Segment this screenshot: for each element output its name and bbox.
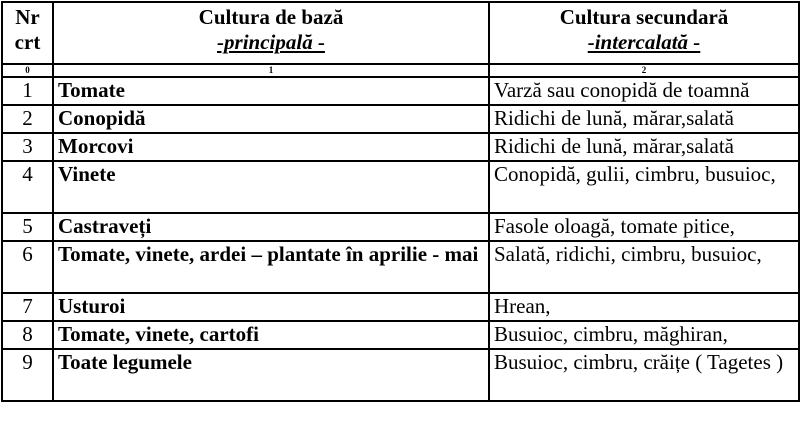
crop-table	[1, 1, 800, 402]
secondary-crop: Busuioc, cimbru, crăițe ( Tagetes )	[489, 349, 799, 401]
secondary-crop: Salată, ridichi, cimbru, busuioc,	[489, 241, 799, 293]
column-number: 1	[53, 64, 489, 77]
header-base-sub: -principală -	[217, 30, 325, 54]
table-row	[2, 293, 799, 321]
row-number: 5	[2, 213, 53, 241]
row-number: 4	[2, 161, 53, 213]
base-crop: Morcovi	[53, 133, 489, 161]
base-crop: Vinete	[53, 161, 489, 213]
header-nr-line1: Nr	[15, 5, 40, 29]
table-row	[2, 105, 799, 133]
row-number: 3	[2, 133, 53, 161]
secondary-crop: Hrean,	[489, 293, 799, 321]
table-row	[2, 321, 799, 349]
header-base	[53, 2, 489, 64]
row-number: 9	[2, 349, 53, 401]
secondary-crop: Fasole oloagă, tomate pitice,	[489, 213, 799, 241]
table-row	[2, 77, 799, 105]
table-row	[2, 161, 799, 213]
row-number: 7	[2, 293, 53, 321]
column-number: 0	[2, 64, 53, 77]
row-number: 8	[2, 321, 53, 349]
header-secondary-sub: -intercalată -	[587, 30, 701, 54]
base-crop: Conopidă	[53, 105, 489, 133]
secondary-crop: Ridichi de lună, mărar,salată	[489, 105, 799, 133]
header-secondary	[489, 2, 799, 64]
base-crop: Tomate, vinete, ardei – plantate în aprilie - mai	[53, 241, 489, 293]
base-crop: Toate legumele	[53, 349, 489, 401]
table-row	[2, 133, 799, 161]
row-number: 2	[2, 105, 53, 133]
table-row	[2, 241, 799, 293]
header-row	[2, 2, 799, 64]
base-crop: Tomate, vinete, cartofi	[53, 321, 489, 349]
header-nr-line2: crt	[14, 30, 41, 54]
column-number: 2	[489, 64, 799, 77]
secondary-crop: Varză sau conopidă de toamnă	[489, 77, 799, 105]
table-row	[2, 213, 799, 241]
header-secondary-title: Cultura secundară	[559, 5, 729, 29]
base-crop: Castraveți	[53, 213, 489, 241]
row-number: 6	[2, 241, 53, 293]
base-crop: Tomate	[53, 77, 489, 105]
header-nr	[2, 2, 53, 64]
table-row	[2, 349, 799, 401]
secondary-crop: Busuioc, cimbru, măghiran,	[489, 321, 799, 349]
column-number-row	[2, 64, 799, 77]
header-base-title: Cultura de bază	[198, 5, 344, 29]
secondary-crop: Conopidă, gulii, cimbru, busuioc,	[489, 161, 799, 213]
base-crop: Usturoi	[53, 293, 489, 321]
secondary-crop: Ridichi de lună, mărar,salată	[489, 133, 799, 161]
row-number: 1	[2, 77, 53, 105]
